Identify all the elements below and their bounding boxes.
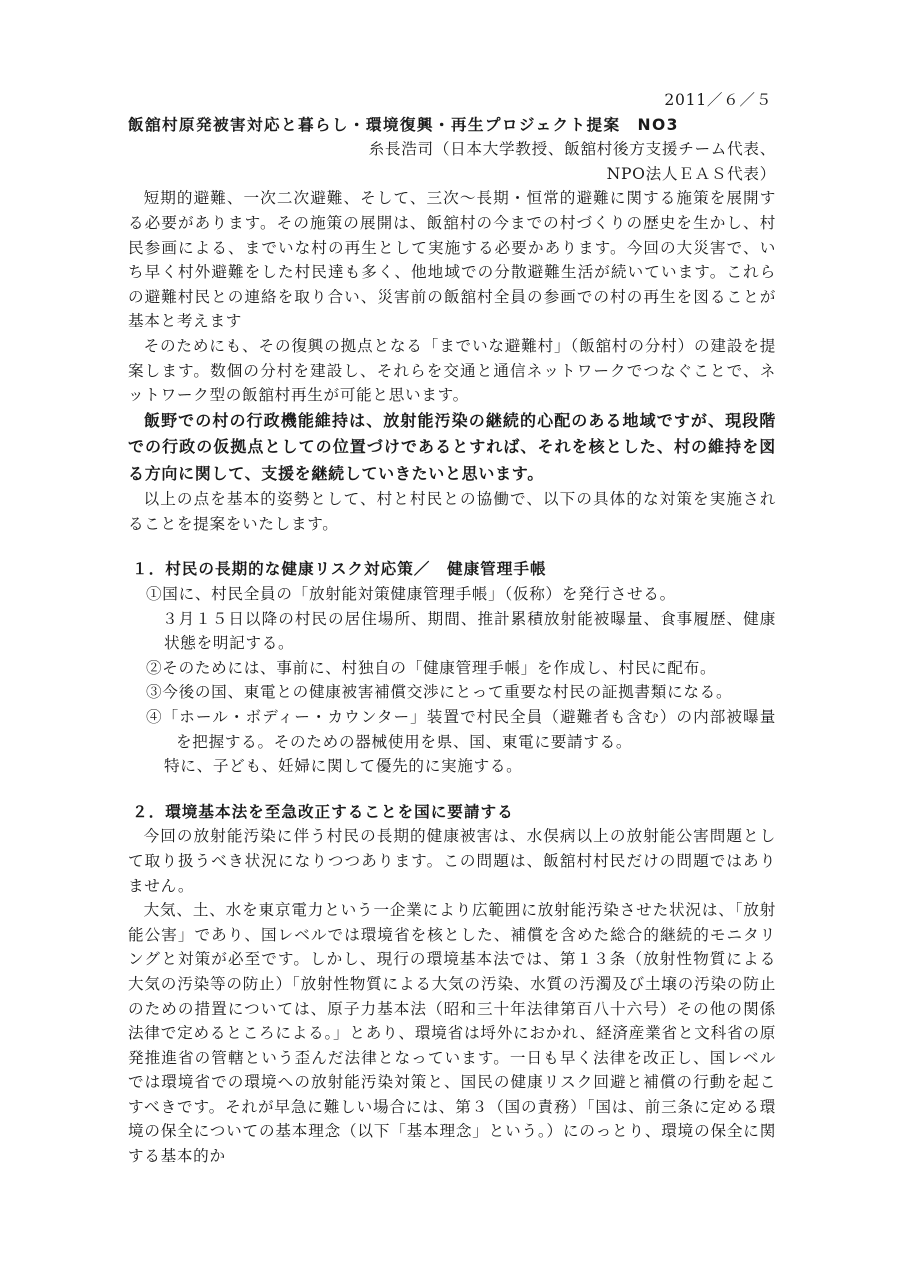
section-1-heading: １．村民の長期的な健康リスク対応策／ 健康管理手帳 — [132, 560, 547, 579]
intro-paragraph-1: 短期的避難、一次二次避難、そして、三次〜長期・恒常的避難に関する施策を展開する必要があります。その施策の展開は、飯舘村の今までの村づくりの歴史を生かし、村民参画による、までいな村の再生として実施する必要かあります。今回の大災害で、いち早く村外避難をした村民達も多く、他地域での分散避難生活が続いています。これらの避難村民との連絡を取り合い、災害前の飯舘村全員の参画での村の再生を図ることが基本と考えます — [128, 189, 776, 331]
section-1-item-4-detail: 特に、子ども、妊婦に関して優先的に実施する。 — [164, 757, 523, 776]
author-line-1: 糸長浩司（日本大学教授、飯舘村後方支援チーム代表、 — [368, 140, 776, 159]
section-1-item-2: ②そのためには、事前に、村独自の「健康管理手帳」を作成し、村民に配布。 — [146, 658, 717, 677]
section-1-item-4: ④「ホール・ボディー・カウンター」装置で村民全員（避難者も含む）の内部被曝量を把握する。そのための器械使用を県、国、東電に要請する。 — [146, 707, 776, 751]
spacer — [128, 779, 776, 800]
document-title: 飯舘村原発被害対応と暮らし・環境復興・再生プロジェクト提案 NO3 — [128, 115, 679, 134]
section-2-paragraph-1: 今回の放射能汚染に伴う村民の長期的健康被害は、水俣病以上の放射能公害問題として取り扱うべき状況になりつつあります。この問題は、飯舘村村民だけの問題ではありません。 — [128, 827, 776, 895]
document-body — [128, 88, 776, 1169]
section-2-heading: ２．環境基本法を至急改正することを国に要請する — [132, 802, 514, 821]
section-2-paragraph-2: 大気、土、水を東京電力という一企業により広範囲に放射能汚染させた状況は、「放射能公害」であり、国レベルでは環境省を核とした、補償を含めた総合的継続的モニタリングと対策が必至です。しかし、現行の環境基本法では、第１３条（放射性物質による大気の汚染等の防止）「放射性物質による大気の汚染、水質の汚濁及び土壌の汚染の防止のための措置については、原子力基本法（昭和三十年法律第百八十六号）その他の関係法律で定めるところによる。」とあり、環境省は埒外におかれ、経済産業省と文科省の原発推進省の管轄という歪んだ法律となっています。一日も早く法律を改正し、国レベルでは環境省での環境への放射能汚染対策と、国民の健康リスク回避と補償の行動を起こすべきです。それが早急に難しい場合には、第３（国の責務）「国は、前三条に定める環境の保全についての基本理念（以下「基本理念」という。）にのっとり、環境の保全に関する基本的か — [128, 901, 776, 1166]
intro-paragraph-bold: 飯野での村の行政機能維持は、放射能汚染の継続的心配のある地域ですが、現段階での行政の仮拠点としての位置づけであるとすれば、それを核とした、村の維持を図る方向に関して、支援を継続していきたいと思います。 — [128, 410, 776, 483]
spacer — [128, 536, 776, 557]
document-date: 2011／６／５ — [664, 91, 772, 109]
author-line-2: NPO法人ＥＡＳ代表） — [606, 164, 776, 183]
section-1-item-3: ③今後の国、東電との健康被害補償交渉にとって重要な村民の証拠書類になる。 — [146, 683, 733, 702]
section-1-item-1: ①国に、村民全員の「放射能対策健康管理手帳」（仮称）を発行させる。 — [146, 585, 676, 603]
section-1-item-1-detail: ３月１５日以降の村民の居住場所、期間、推計累積放射能被曝量、食事履歴、健康状態を明記する。 — [162, 609, 776, 653]
intro-paragraph-2: そのためにも、その復興の拠点となる「までいな避難村」（飯舘村の分村）の建設を提案します。数個の分村を建設し、それらを交通と通信ネットワークでつなぐことで、ネットワーク型の飯舘村再生が可能と思います。 — [128, 336, 776, 405]
intro-paragraph-4: 以上の点を基本的姿勢として、村と村民との協働で、以下の具体的な対策を実施されることを提案をいたします。 — [128, 490, 776, 533]
